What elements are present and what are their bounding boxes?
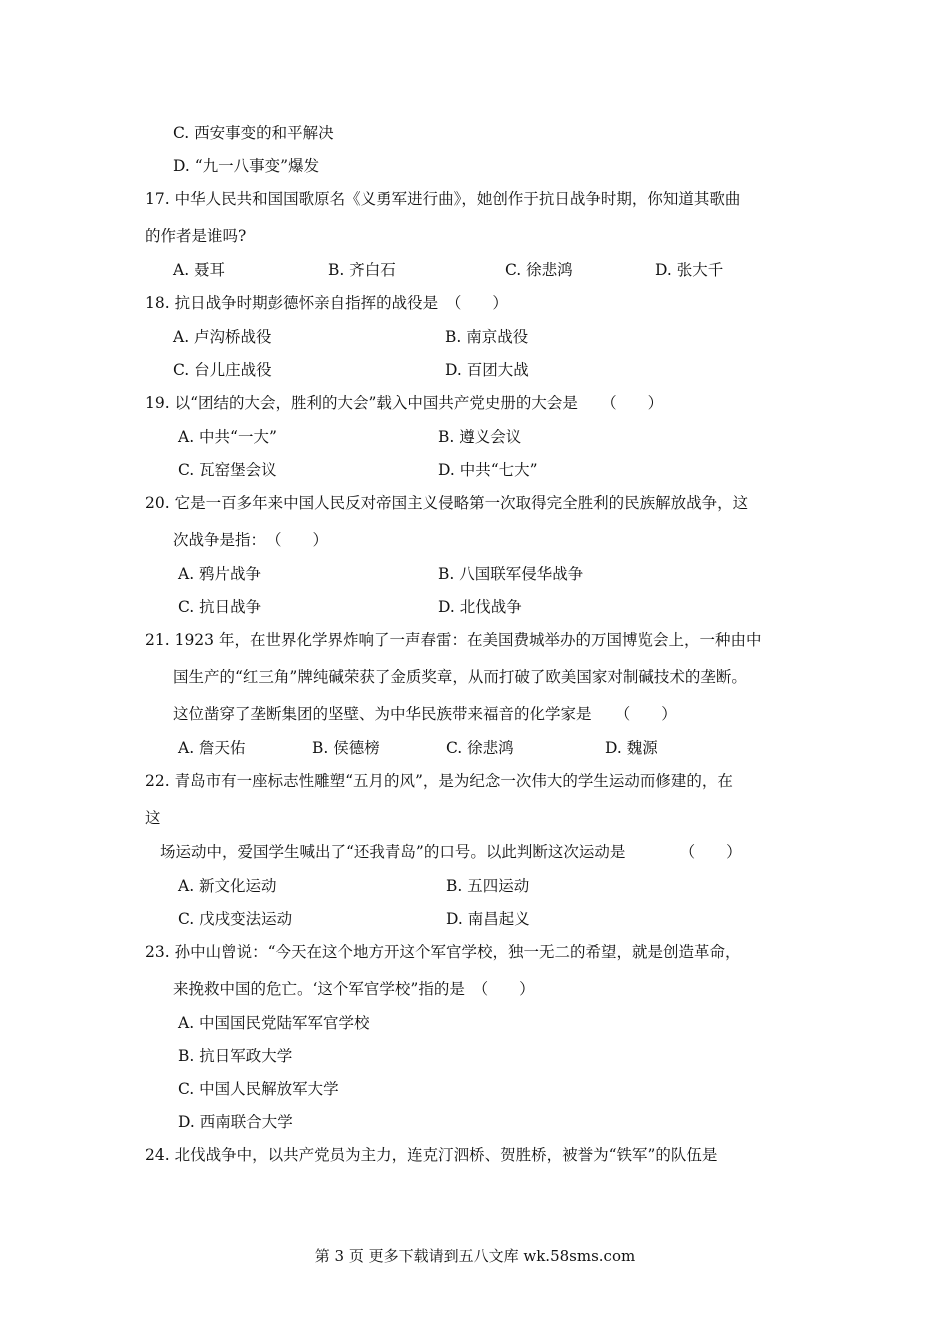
q22-option-a: A. 新文化运动	[178, 877, 277, 895]
q22-option-b: B. 五四运动	[446, 877, 530, 895]
q19-option-c: C. 瓦窑堡会议	[178, 461, 277, 479]
q23-stem-line1: 23. 孙中山曾说：“今天在这个地方开这个军官学校，独一无二的希望，就是创造革命，	[145, 943, 741, 961]
q17-option-d: D. 张大千	[655, 261, 724, 279]
q18-option-d: D. 百团大战	[445, 361, 529, 379]
q21-option-d: D. 魏源	[605, 739, 658, 757]
q21-stem-line2: 国生产的“红三角”牌纯碱荣获了金质奖章，从而打破了欧美国家对制碱技术的垄断。	[173, 668, 747, 686]
q20-option-d: D. 北伐战争	[438, 598, 522, 616]
q20-stem-line2: 次战争是指： （ ）	[173, 531, 329, 549]
q18-option-a: A. 卢沟桥战役	[173, 328, 272, 346]
q17-option-b: B. 齐白石	[328, 261, 396, 279]
q23-option-b: B. 抗日军政大学	[178, 1047, 293, 1065]
q21-option-c: C. 徐悲鸿	[446, 739, 514, 757]
q19-option-b: B. 遵义会议	[438, 428, 522, 446]
q20-option-c: C. 抗日战争	[178, 598, 262, 616]
q21-stem-line3: 这位凿穿了垄断集团的坚壁、为中华民族带来福音的化学家是 （ ）	[173, 705, 677, 723]
q17-option-a: A. 聂耳	[173, 261, 226, 279]
q16-option-d: D. “九一八事变”爆发	[173, 157, 320, 175]
q22-option-d: D. 南昌起义	[446, 910, 530, 928]
q21-stem-line1: 21. 1923 年，在世界化学界炸响了一声春雷：在美国费城举办的万国博览会上，一种由中	[145, 631, 762, 649]
q21-option-a: A. 詹天佑	[178, 739, 246, 757]
q19-option-d: D. 中共“七大”	[438, 461, 538, 479]
q22-stem-line3: 场运动中，爱国学生喊出了“还我青岛”的口号。以此判断这次运动是 （ ）	[160, 843, 742, 861]
q20-stem-line1: 20. 它是一百多年来中国人民反对帝国主义侵略第一次取得完全胜利的民族解放战争，这	[145, 494, 749, 512]
q17-stem-line2: 的作者是谁吗?	[145, 227, 247, 245]
q20-option-b: B. 八国联军侵华战争	[438, 565, 584, 583]
q19-stem: 19. 以“团结的大会，胜利的大会”载入中国共产党史册的大会是 （ ）	[145, 394, 664, 412]
q21-option-b: B. 侯德榜	[312, 739, 380, 757]
q17-stem-line1: 17. 中华人民共和国国歌原名《义勇军进行曲》，她创作于抗日战争时期，你知道其歌曲	[145, 190, 741, 208]
q19-option-a: A. 中共“一大”	[178, 428, 277, 446]
q24-stem-line1: 24. 北伐战争中，以共产党员为主力，连克汀泗桥、贺胜桥，被誉为“铁军”的队伍是	[145, 1146, 718, 1164]
q23-stem-line2: 来挽救中国的危亡。‘这个军官学校”指的是 （ ）	[173, 980, 535, 998]
q18-option-c: C. 台儿庄战役	[173, 361, 272, 379]
q22-stem-line1: 22. 青岛市有一座标志性雕塑“五月的风”，是为纪念一次伟大的学生运动而修建的，在	[145, 772, 733, 790]
q23-option-d: D. 西南联合大学	[178, 1113, 293, 1131]
q22-stem-line2: 这	[145, 809, 161, 827]
q18-stem: 18. 抗日战争时期彭德怀亲自指挥的战役是 （ ）	[145, 294, 508, 312]
page-footer: 第 3 页 更多下载请到五八文库 wk.58sms.com	[314, 1247, 636, 1265]
q17-option-c: C. 徐悲鸿	[505, 261, 573, 279]
q23-option-c: C. 中国人民解放军大学	[178, 1080, 339, 1098]
q22-option-c: C. 戊戌变法运动	[178, 910, 293, 928]
q20-option-a: A. 鸦片战争	[178, 565, 262, 583]
q16-option-c: C. 西安事变的和平解决	[173, 124, 334, 142]
q23-option-a: A. 中国国民党陆军军官学校	[178, 1014, 370, 1032]
q18-option-b: B. 南京战役	[445, 328, 529, 346]
